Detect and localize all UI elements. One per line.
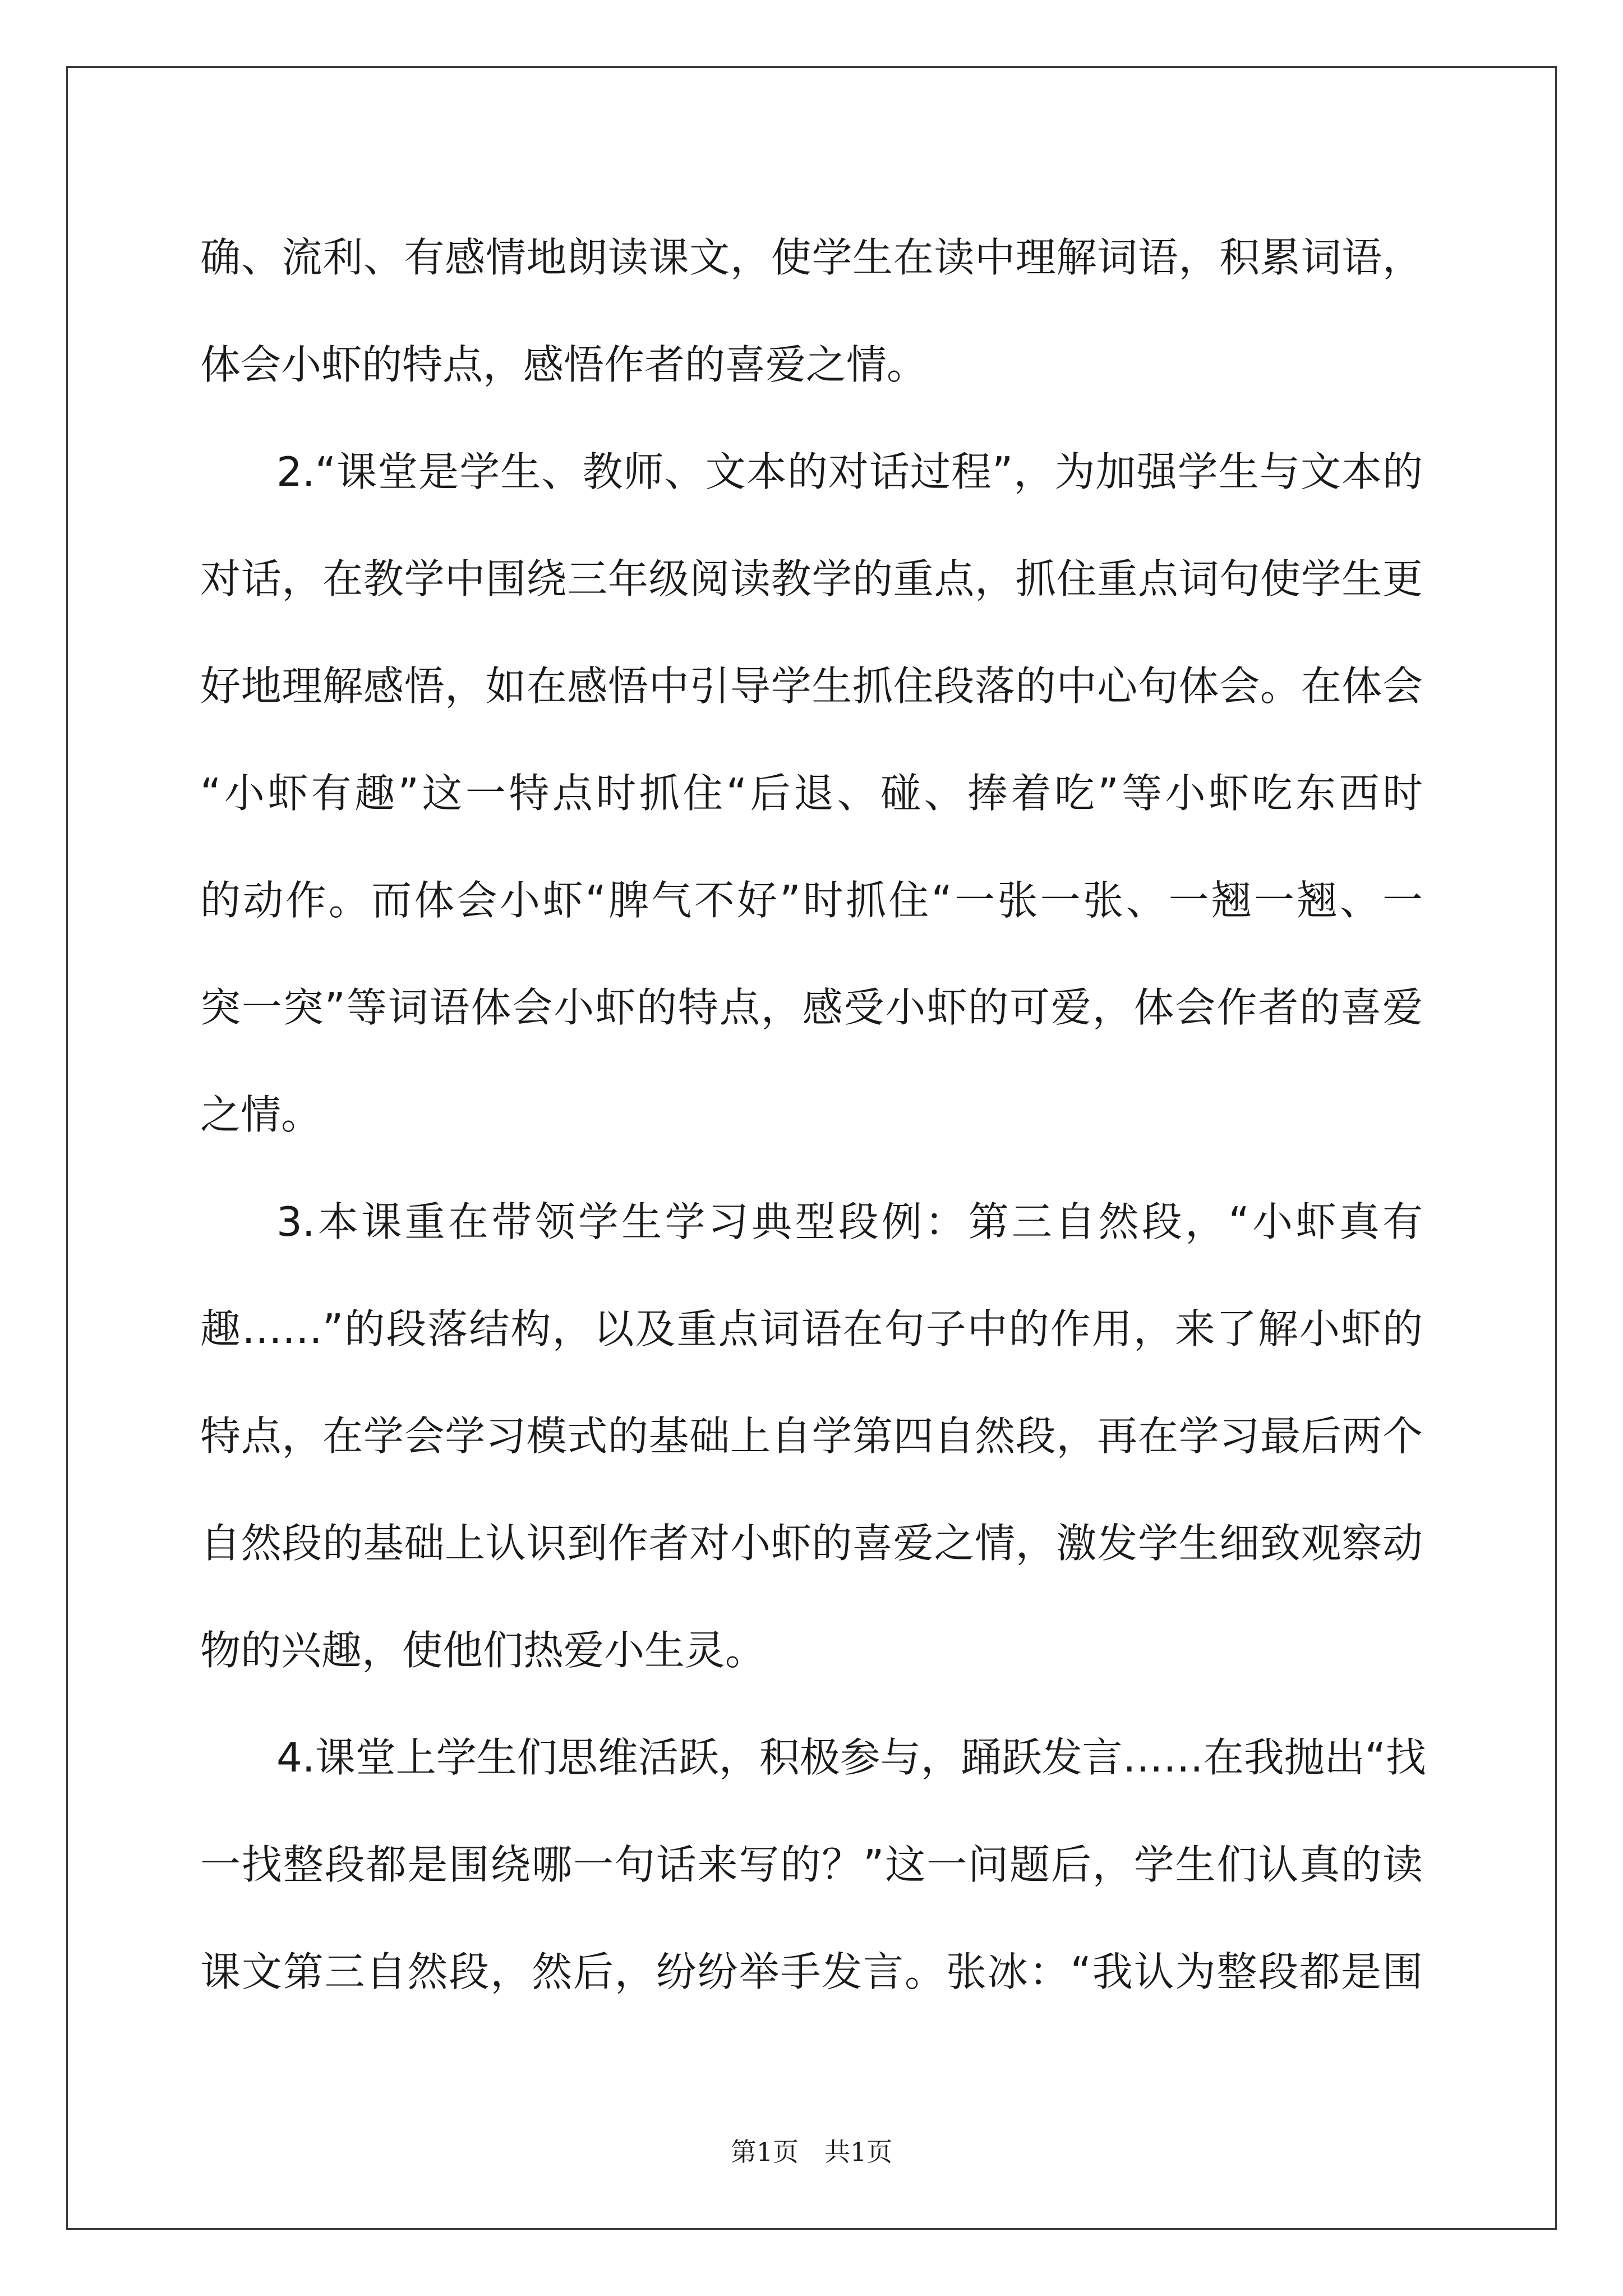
- body-line: “小虾有趣”这一特点时抓住“后退、碰、捧着吃”等小虾吃东西时: [200, 770, 1423, 817]
- body-line: 突一突”等词语体会小虾的特点，感受小虾的可爱，体会作者的喜爱: [200, 984, 1423, 1031]
- body-line: 的动作。而体会小虾“脾气不好”时抓住“一张一张、一翘一翘、一: [200, 877, 1423, 924]
- paragraph-start-line: 2.“课堂是学生、教师、文本的对话过程”，为加强学生与文本的: [276, 448, 1423, 495]
- page-number-footer: 第1页 共1页: [730, 2137, 893, 2167]
- document-body: [200, 204, 1426, 2026]
- body-line: 对话，在教学中围绕三年级阅读教学的重点，抓住重点词句使学生更: [200, 555, 1423, 602]
- body-line: 体会小虾的特点，感悟作者的喜爱之情。: [200, 341, 928, 388]
- body-line: 自然段的基础上认识到作者对小虾的喜爱之情，激发学生细致观察动: [200, 1520, 1423, 1567]
- paragraph-start-line: 4.课堂上学生们思维活跃，积极参与，踊跃发言……在我抛出“找: [276, 1734, 1426, 1781]
- body-line: 物的兴趣，使他们热爱小生灵。: [200, 1627, 766, 1674]
- body-line: 确、流利、有感情地朗读课文，使学生在读中理解词语，积累词语，: [200, 234, 1423, 281]
- body-line: 一找整段都是围绕哪一句话来写的？”这一问题后，学生们认真的读: [200, 1841, 1423, 1888]
- body-line: 好地理解感悟，如在感悟中引导学生抓住段落的中心句体会。在体会: [200, 662, 1423, 710]
- body-line: 课文第三自然段，然后，纷纷举手发言。张冰：“我认为整段都是围: [200, 1948, 1423, 1995]
- paragraph-start-line: 3.本课重在带领学生学习典型段例：第三自然段，“小虾真有: [276, 1198, 1423, 1245]
- body-line: 特点，在学会学习模式的基础上自学第四自然段，再在学习最后两个: [200, 1412, 1423, 1460]
- body-line: 趣……”的段落结构，以及重点词语在句子中的作用，来了解小虾的: [200, 1305, 1423, 1352]
- body-line: 之情。: [200, 1091, 322, 1138]
